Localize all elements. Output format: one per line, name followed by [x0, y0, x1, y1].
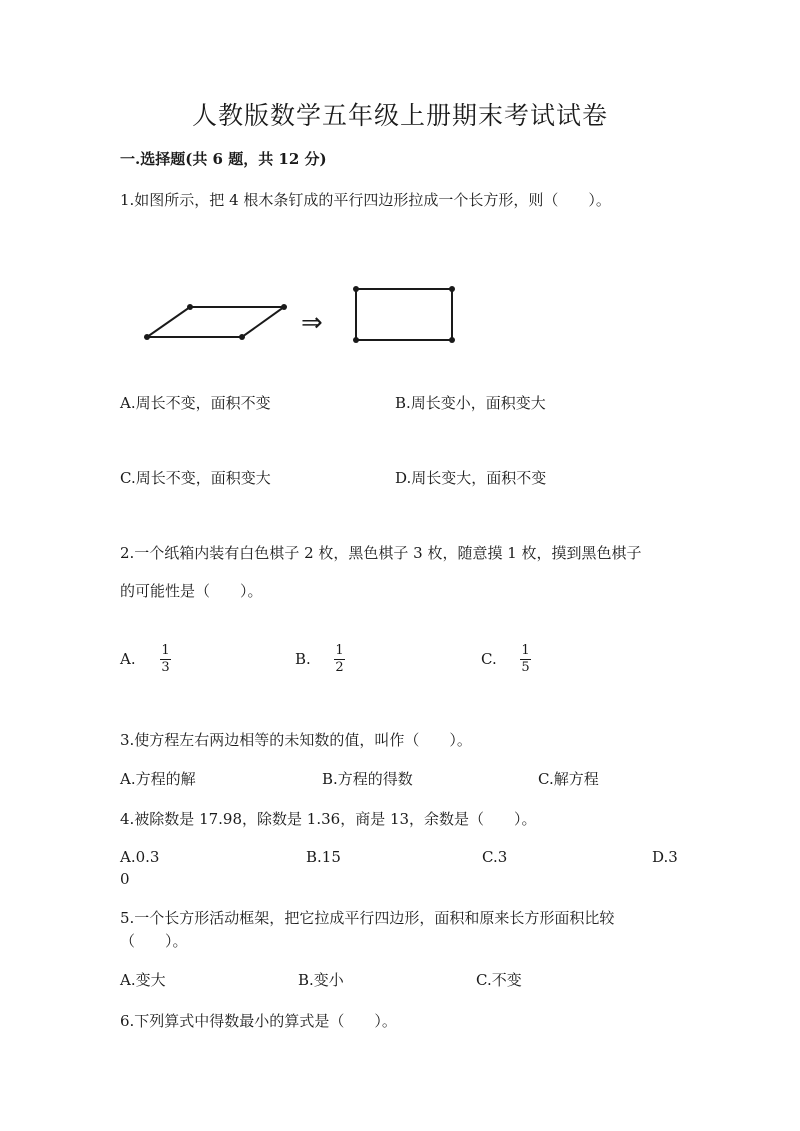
question-2-text-line1: 2.一个纸箱内装有白色棋子 2 枚，黑色棋子 3 枚，随意摸 1 枚，摸到黑色棋子: [120, 544, 642, 562]
q5-option-a[interactable]: A.变大: [120, 971, 166, 989]
q5-option-b[interactable]: B.变小: [298, 971, 344, 989]
q4-option-c[interactable]: C.3: [482, 848, 508, 866]
question-2-text-line2: 的可能性是（ ）。: [120, 582, 263, 600]
question-4-text: 4.被除数是 17.98，除数是 1.36，商是 13，余数是（ ）。: [120, 810, 537, 828]
parallelogram-to-rectangle-figure: [140, 280, 470, 350]
q2-option-b-fraction: [334, 644, 345, 675]
question-6-text: 6.下列算式中得数最小的算式是（ ）。: [120, 1012, 397, 1030]
section-heading: 一.选择题(共 6 题，共 12 分): [120, 150, 327, 168]
fraction-numerator: 1: [521, 643, 530, 658]
q1-option-a[interactable]: A.周长不变，面积不变: [120, 394, 271, 412]
q2-option-b-label[interactable]: B.: [295, 650, 311, 668]
q4-option-d-wrap: 0: [120, 870, 130, 888]
question-3-text: 3.使方程左右两边相等的未知数的值，叫作（ ）。: [120, 731, 472, 749]
q2-option-a-label[interactable]: A.: [120, 650, 136, 668]
fraction-numerator: 1: [335, 643, 344, 658]
q4-option-b[interactable]: B.15: [306, 848, 341, 866]
question-5-text-line1: 5.一个长方形活动框架，把它拉成平行四边形，面积和原来长方形面积比较: [120, 909, 615, 927]
q4-option-d[interactable]: D.3: [652, 848, 678, 866]
q4-option-a[interactable]: A.0.3: [120, 848, 160, 866]
q1-option-d[interactable]: D.周长变大，面积不变: [395, 469, 547, 487]
rectangle-shape: [353, 286, 455, 343]
q1-option-c[interactable]: C.周长不变，面积变大: [120, 469, 271, 487]
page-title: 人教版数学五年级上册期末考试试卷: [191, 101, 608, 130]
fraction-denominator: 5: [521, 660, 530, 675]
q2-option-c-fraction: [520, 644, 531, 675]
q2-option-c-label[interactable]: C.: [481, 650, 497, 668]
question-1-text: 1.如图所示，把 4 根木条钉成的平行四边形拉成一个长方形，则（ ）。: [120, 191, 611, 209]
fraction-denominator: 3: [161, 660, 170, 675]
question-5-text-line2: （ ）。: [120, 932, 188, 950]
q1-option-b[interactable]: B.周长变小，面积变大: [395, 394, 546, 412]
parallelogram-shape: [144, 304, 287, 340]
fraction-denominator: 2: [335, 660, 344, 675]
q3-option-c[interactable]: C.解方程: [538, 770, 599, 788]
q2-option-a-fraction: [160, 644, 171, 675]
arrow-icon: ⇒: [301, 308, 323, 338]
q5-option-c[interactable]: C.不变: [476, 971, 522, 989]
q3-option-a[interactable]: A.方程的解: [120, 770, 196, 788]
fraction-numerator: 1: [161, 643, 170, 658]
q3-option-b[interactable]: B.方程的得数: [322, 770, 413, 788]
